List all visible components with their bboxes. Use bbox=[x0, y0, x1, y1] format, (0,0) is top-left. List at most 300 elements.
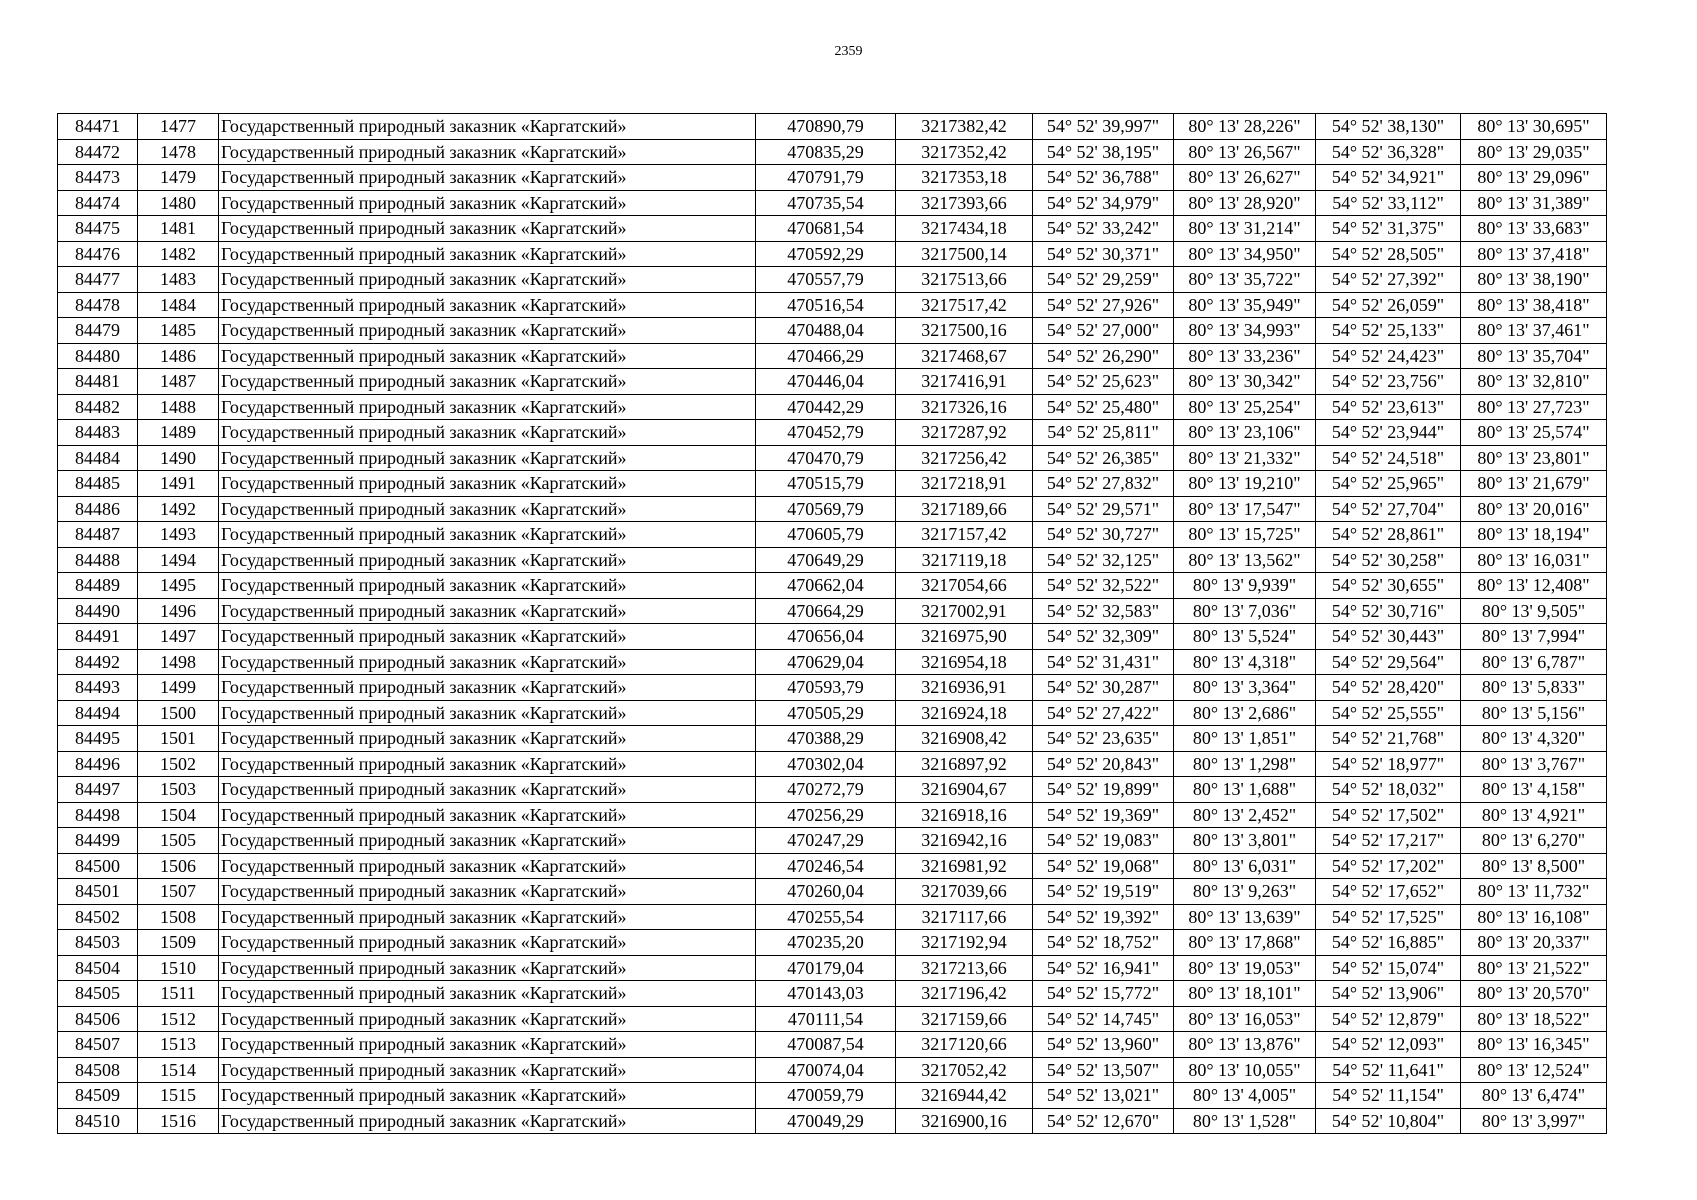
longitude-2-cell: 80° 13' 16,345" bbox=[1461, 1032, 1607, 1058]
point-number-cell: 1486 bbox=[138, 343, 219, 369]
longitude-1-cell: 80° 13' 1,528" bbox=[1174, 1108, 1316, 1134]
point-number-cell: 1507 bbox=[138, 879, 219, 905]
latitude-1-cell: 54° 52' 19,083" bbox=[1033, 828, 1174, 854]
latitude-2-cell: 54° 52' 11,641" bbox=[1316, 1057, 1461, 1083]
longitude-2-cell: 80° 13' 5,156" bbox=[1461, 700, 1607, 726]
y-coordinate-cell: 3217352,42 bbox=[896, 139, 1033, 165]
point-number-cell: 1482 bbox=[138, 241, 219, 267]
longitude-1-cell: 80° 13' 34,993" bbox=[1174, 318, 1316, 344]
y-coordinate-cell: 3216908,42 bbox=[896, 726, 1033, 752]
table-row bbox=[58, 1057, 1607, 1083]
y-coordinate-cell: 3217213,66 bbox=[896, 955, 1033, 981]
latitude-1-cell: 54° 52' 29,571" bbox=[1033, 496, 1174, 522]
longitude-1-cell: 80° 13' 2,452" bbox=[1174, 802, 1316, 828]
latitude-1-cell: 54° 52' 39,997" bbox=[1033, 114, 1174, 140]
territory-name-cell: Государственный природный заказник «Каргатский» bbox=[219, 547, 756, 573]
record-number-cell: 84484 bbox=[58, 445, 138, 471]
table-row bbox=[58, 675, 1607, 701]
table-row bbox=[58, 573, 1607, 599]
record-number-cell: 84474 bbox=[58, 190, 138, 216]
x-coordinate-cell: 470074,04 bbox=[756, 1057, 896, 1083]
territory-name-cell: Государственный природный заказник «Каргатский» bbox=[219, 420, 756, 446]
y-coordinate-cell: 3217513,66 bbox=[896, 267, 1033, 293]
table-row bbox=[58, 165, 1607, 191]
y-coordinate-cell: 3217119,18 bbox=[896, 547, 1033, 573]
y-coordinate-cell: 3217002,91 bbox=[896, 598, 1033, 624]
record-number-cell: 84472 bbox=[58, 139, 138, 165]
x-coordinate-cell: 470246,54 bbox=[756, 853, 896, 879]
y-coordinate-cell: 3217117,66 bbox=[896, 904, 1033, 930]
longitude-2-cell: 80° 13' 30,695" bbox=[1461, 114, 1607, 140]
point-number-cell: 1496 bbox=[138, 598, 219, 624]
y-coordinate-cell: 3217054,66 bbox=[896, 573, 1033, 599]
territory-name-cell: Государственный природный заказник «Каргатский» bbox=[219, 853, 756, 879]
y-coordinate-cell: 3217052,42 bbox=[896, 1057, 1033, 1083]
point-number-cell: 1491 bbox=[138, 471, 219, 497]
territory-name-cell: Государственный природный заказник «Каргатский» bbox=[219, 981, 756, 1007]
record-number-cell: 84496 bbox=[58, 751, 138, 777]
latitude-1-cell: 54° 52' 13,021" bbox=[1033, 1083, 1174, 1109]
longitude-2-cell: 80° 13' 9,505" bbox=[1461, 598, 1607, 624]
table-row bbox=[58, 802, 1607, 828]
y-coordinate-cell: 3217382,42 bbox=[896, 114, 1033, 140]
longitude-1-cell: 80° 13' 26,627" bbox=[1174, 165, 1316, 191]
y-coordinate-cell: 3216954,18 bbox=[896, 649, 1033, 675]
longitude-2-cell: 80° 13' 33,683" bbox=[1461, 216, 1607, 242]
record-number-cell: 84497 bbox=[58, 777, 138, 803]
point-number-cell: 1494 bbox=[138, 547, 219, 573]
x-coordinate-cell: 470605,79 bbox=[756, 522, 896, 548]
point-number-cell: 1499 bbox=[138, 675, 219, 701]
y-coordinate-cell: 3217196,42 bbox=[896, 981, 1033, 1007]
latitude-2-cell: 54° 52' 29,564" bbox=[1316, 649, 1461, 675]
point-number-cell: 1492 bbox=[138, 496, 219, 522]
longitude-1-cell: 80° 13' 17,868" bbox=[1174, 930, 1316, 956]
latitude-2-cell: 54° 52' 10,804" bbox=[1316, 1108, 1461, 1134]
latitude-1-cell: 54° 52' 19,899" bbox=[1033, 777, 1174, 803]
table-row bbox=[58, 955, 1607, 981]
territory-name-cell: Государственный природный заказник «Каргатский» bbox=[219, 904, 756, 930]
longitude-1-cell: 80° 13' 31,214" bbox=[1174, 216, 1316, 242]
territory-name-cell: Государственный природный заказник «Каргатский» bbox=[219, 802, 756, 828]
table-row bbox=[58, 369, 1607, 395]
latitude-2-cell: 54° 52' 30,716" bbox=[1316, 598, 1461, 624]
x-coordinate-cell: 470235,20 bbox=[756, 930, 896, 956]
point-number-cell: 1500 bbox=[138, 700, 219, 726]
longitude-1-cell: 80° 13' 34,950" bbox=[1174, 241, 1316, 267]
table-row bbox=[58, 522, 1607, 548]
longitude-2-cell: 80° 13' 32,810" bbox=[1461, 369, 1607, 395]
y-coordinate-cell: 3216975,90 bbox=[896, 624, 1033, 650]
record-number-cell: 84492 bbox=[58, 649, 138, 675]
record-number-cell: 84478 bbox=[58, 292, 138, 318]
territory-name-cell: Государственный природный заказник «Каргатский» bbox=[219, 573, 756, 599]
latitude-2-cell: 54° 52' 36,328" bbox=[1316, 139, 1461, 165]
point-number-cell: 1509 bbox=[138, 930, 219, 956]
table-row bbox=[58, 777, 1607, 803]
longitude-1-cell: 80° 13' 4,005" bbox=[1174, 1083, 1316, 1109]
x-coordinate-cell: 470557,79 bbox=[756, 267, 896, 293]
longitude-1-cell: 80° 13' 17,547" bbox=[1174, 496, 1316, 522]
record-number-cell: 84479 bbox=[58, 318, 138, 344]
x-coordinate-cell: 470302,04 bbox=[756, 751, 896, 777]
table-row bbox=[58, 445, 1607, 471]
x-coordinate-cell: 470111,54 bbox=[756, 1006, 896, 1032]
table-row bbox=[58, 598, 1607, 624]
longitude-1-cell: 80° 13' 7,036" bbox=[1174, 598, 1316, 624]
table-row bbox=[58, 267, 1607, 293]
point-number-cell: 1490 bbox=[138, 445, 219, 471]
latitude-2-cell: 54° 52' 28,505" bbox=[1316, 241, 1461, 267]
latitude-2-cell: 54° 52' 17,502" bbox=[1316, 802, 1461, 828]
table-row bbox=[58, 318, 1607, 344]
longitude-1-cell: 80° 13' 6,031" bbox=[1174, 853, 1316, 879]
point-number-cell: 1516 bbox=[138, 1108, 219, 1134]
table-row bbox=[58, 726, 1607, 752]
longitude-2-cell: 80° 13' 37,418" bbox=[1461, 241, 1607, 267]
y-coordinate-cell: 3216900,16 bbox=[896, 1108, 1033, 1134]
y-coordinate-cell: 3216981,92 bbox=[896, 853, 1033, 879]
latitude-2-cell: 54° 52' 12,093" bbox=[1316, 1032, 1461, 1058]
y-coordinate-cell: 3217157,42 bbox=[896, 522, 1033, 548]
latitude-1-cell: 54° 52' 14,745" bbox=[1033, 1006, 1174, 1032]
table-row bbox=[58, 471, 1607, 497]
territory-name-cell: Государственный природный заказник «Каргатский» bbox=[219, 955, 756, 981]
point-number-cell: 1514 bbox=[138, 1057, 219, 1083]
latitude-2-cell: 54° 52' 23,944" bbox=[1316, 420, 1461, 446]
table-body bbox=[58, 114, 1607, 1134]
x-coordinate-cell: 470681,54 bbox=[756, 216, 896, 242]
latitude-1-cell: 54° 52' 12,670" bbox=[1033, 1108, 1174, 1134]
y-coordinate-cell: 3217218,91 bbox=[896, 471, 1033, 497]
record-number-cell: 84473 bbox=[58, 165, 138, 191]
point-number-cell: 1505 bbox=[138, 828, 219, 854]
territory-name-cell: Государственный природный заказник «Каргатский» bbox=[219, 522, 756, 548]
longitude-2-cell: 80° 13' 18,522" bbox=[1461, 1006, 1607, 1032]
point-number-cell: 1501 bbox=[138, 726, 219, 752]
longitude-1-cell: 80° 13' 25,254" bbox=[1174, 394, 1316, 420]
y-coordinate-cell: 3217517,42 bbox=[896, 292, 1033, 318]
territory-name-cell: Государственный природный заказник «Каргатский» bbox=[219, 675, 756, 701]
record-number-cell: 84505 bbox=[58, 981, 138, 1007]
latitude-1-cell: 54° 52' 13,507" bbox=[1033, 1057, 1174, 1083]
point-number-cell: 1478 bbox=[138, 139, 219, 165]
point-number-cell: 1481 bbox=[138, 216, 219, 242]
point-number-cell: 1484 bbox=[138, 292, 219, 318]
table-row bbox=[58, 190, 1607, 216]
territory-name-cell: Государственный природный заказник «Каргатский» bbox=[219, 598, 756, 624]
territory-name-cell: Государственный природный заказник «Каргатский» bbox=[219, 445, 756, 471]
latitude-1-cell: 54° 52' 27,832" bbox=[1033, 471, 1174, 497]
table-row bbox=[58, 1006, 1607, 1032]
latitude-1-cell: 54° 52' 26,290" bbox=[1033, 343, 1174, 369]
record-number-cell: 84483 bbox=[58, 420, 138, 446]
x-coordinate-cell: 470835,29 bbox=[756, 139, 896, 165]
longitude-1-cell: 80° 13' 2,686" bbox=[1174, 700, 1316, 726]
longitude-1-cell: 80° 13' 35,722" bbox=[1174, 267, 1316, 293]
latitude-2-cell: 54° 52' 24,423" bbox=[1316, 343, 1461, 369]
record-number-cell: 84481 bbox=[58, 369, 138, 395]
record-number-cell: 84494 bbox=[58, 700, 138, 726]
point-number-cell: 1511 bbox=[138, 981, 219, 1007]
longitude-2-cell: 80° 13' 3,997" bbox=[1461, 1108, 1607, 1134]
latitude-2-cell: 54° 52' 25,555" bbox=[1316, 700, 1461, 726]
longitude-1-cell: 80° 13' 1,298" bbox=[1174, 751, 1316, 777]
point-number-cell: 1479 bbox=[138, 165, 219, 191]
longitude-1-cell: 80° 13' 1,688" bbox=[1174, 777, 1316, 803]
territory-name-cell: Государственный природный заказник «Каргатский» bbox=[219, 139, 756, 165]
longitude-2-cell: 80° 13' 4,921" bbox=[1461, 802, 1607, 828]
latitude-2-cell: 54° 52' 11,154" bbox=[1316, 1083, 1461, 1109]
record-number-cell: 84510 bbox=[58, 1108, 138, 1134]
longitude-1-cell: 80° 13' 1,851" bbox=[1174, 726, 1316, 752]
latitude-1-cell: 54° 52' 33,242" bbox=[1033, 216, 1174, 242]
longitude-1-cell: 80° 13' 4,318" bbox=[1174, 649, 1316, 675]
territory-name-cell: Государственный природный заказник «Каргатский» bbox=[219, 343, 756, 369]
table-row bbox=[58, 649, 1607, 675]
longitude-1-cell: 80° 13' 23,106" bbox=[1174, 420, 1316, 446]
latitude-2-cell: 54° 52' 23,756" bbox=[1316, 369, 1461, 395]
record-number-cell: 84488 bbox=[58, 547, 138, 573]
latitude-2-cell: 54° 52' 31,375" bbox=[1316, 216, 1461, 242]
longitude-1-cell: 80° 13' 35,949" bbox=[1174, 292, 1316, 318]
y-coordinate-cell: 3217500,16 bbox=[896, 318, 1033, 344]
longitude-2-cell: 80° 13' 27,723" bbox=[1461, 394, 1607, 420]
longitude-2-cell: 80° 13' 8,500" bbox=[1461, 853, 1607, 879]
latitude-1-cell: 54° 52' 15,772" bbox=[1033, 981, 1174, 1007]
x-coordinate-cell: 470470,79 bbox=[756, 445, 896, 471]
latitude-1-cell: 54° 52' 32,522" bbox=[1033, 573, 1174, 599]
territory-name-cell: Государственный природный заказник «Каргатский» bbox=[219, 1083, 756, 1109]
point-number-cell: 1477 bbox=[138, 114, 219, 140]
x-coordinate-cell: 470059,79 bbox=[756, 1083, 896, 1109]
longitude-2-cell: 80° 13' 6,787" bbox=[1461, 649, 1607, 675]
latitude-1-cell: 54° 52' 23,635" bbox=[1033, 726, 1174, 752]
y-coordinate-cell: 3217189,66 bbox=[896, 496, 1033, 522]
territory-name-cell: Государственный природный заказник «Каргатский» bbox=[219, 369, 756, 395]
latitude-2-cell: 54° 52' 24,518" bbox=[1316, 445, 1461, 471]
y-coordinate-cell: 3217120,66 bbox=[896, 1032, 1033, 1058]
table-row bbox=[58, 751, 1607, 777]
x-coordinate-cell: 470466,29 bbox=[756, 343, 896, 369]
point-number-cell: 1493 bbox=[138, 522, 219, 548]
table-row bbox=[58, 1083, 1607, 1109]
table-row bbox=[58, 1032, 1607, 1058]
table-row bbox=[58, 879, 1607, 905]
latitude-2-cell: 54° 52' 30,258" bbox=[1316, 547, 1461, 573]
latitude-1-cell: 54° 52' 25,623" bbox=[1033, 369, 1174, 395]
x-coordinate-cell: 470049,29 bbox=[756, 1108, 896, 1134]
longitude-1-cell: 80° 13' 9,263" bbox=[1174, 879, 1316, 905]
point-number-cell: 1503 bbox=[138, 777, 219, 803]
longitude-1-cell: 80° 13' 19,053" bbox=[1174, 955, 1316, 981]
x-coordinate-cell: 470505,29 bbox=[756, 700, 896, 726]
y-coordinate-cell: 3216918,16 bbox=[896, 802, 1033, 828]
table-row bbox=[58, 420, 1607, 446]
latitude-2-cell: 54° 52' 18,032" bbox=[1316, 777, 1461, 803]
x-coordinate-cell: 470569,79 bbox=[756, 496, 896, 522]
latitude-2-cell: 54° 52' 26,059" bbox=[1316, 292, 1461, 318]
record-number-cell: 84476 bbox=[58, 241, 138, 267]
territory-name-cell: Государственный природный заказник «Каргатский» bbox=[219, 1032, 756, 1058]
longitude-2-cell: 80° 13' 18,194" bbox=[1461, 522, 1607, 548]
x-coordinate-cell: 470890,79 bbox=[756, 114, 896, 140]
table-row bbox=[58, 700, 1607, 726]
table-row bbox=[58, 981, 1607, 1007]
point-number-cell: 1480 bbox=[138, 190, 219, 216]
y-coordinate-cell: 3216944,42 bbox=[896, 1083, 1033, 1109]
longitude-2-cell: 80° 13' 37,461" bbox=[1461, 318, 1607, 344]
longitude-1-cell: 80° 13' 21,332" bbox=[1174, 445, 1316, 471]
record-number-cell: 84482 bbox=[58, 394, 138, 420]
longitude-2-cell: 80° 13' 4,320" bbox=[1461, 726, 1607, 752]
longitude-1-cell: 80° 13' 9,939" bbox=[1174, 573, 1316, 599]
record-number-cell: 84500 bbox=[58, 853, 138, 879]
longitude-2-cell: 80° 13' 20,570" bbox=[1461, 981, 1607, 1007]
longitude-2-cell: 80° 13' 31,389" bbox=[1461, 190, 1607, 216]
longitude-1-cell: 80° 13' 33,236" bbox=[1174, 343, 1316, 369]
latitude-2-cell: 54° 52' 18,977" bbox=[1316, 751, 1461, 777]
territory-name-cell: Государственный природный заказник «Каргатский» bbox=[219, 1057, 756, 1083]
latitude-1-cell: 54° 52' 18,752" bbox=[1033, 930, 1174, 956]
record-number-cell: 84485 bbox=[58, 471, 138, 497]
longitude-1-cell: 80° 13' 19,210" bbox=[1174, 471, 1316, 497]
table-row bbox=[58, 292, 1607, 318]
territory-name-cell: Государственный природный заказник «Каргатский» bbox=[219, 777, 756, 803]
latitude-1-cell: 54° 52' 38,195" bbox=[1033, 139, 1174, 165]
y-coordinate-cell: 3217353,18 bbox=[896, 165, 1033, 191]
longitude-2-cell: 80° 13' 11,732" bbox=[1461, 879, 1607, 905]
latitude-2-cell: 54° 52' 13,906" bbox=[1316, 981, 1461, 1007]
territory-name-cell: Государственный природный заказник «Каргатский» bbox=[219, 241, 756, 267]
point-number-cell: 1488 bbox=[138, 394, 219, 420]
x-coordinate-cell: 470452,79 bbox=[756, 420, 896, 446]
x-coordinate-cell: 470143,03 bbox=[756, 981, 896, 1007]
latitude-1-cell: 54° 52' 27,422" bbox=[1033, 700, 1174, 726]
y-coordinate-cell: 3217393,66 bbox=[896, 190, 1033, 216]
y-coordinate-cell: 3216924,18 bbox=[896, 700, 1033, 726]
longitude-1-cell: 80° 13' 13,562" bbox=[1174, 547, 1316, 573]
territory-name-cell: Государственный природный заказник «Каргатский» bbox=[219, 649, 756, 675]
longitude-1-cell: 80° 13' 3,364" bbox=[1174, 675, 1316, 701]
point-number-cell: 1487 bbox=[138, 369, 219, 395]
x-coordinate-cell: 470656,04 bbox=[756, 624, 896, 650]
x-coordinate-cell: 470592,29 bbox=[756, 241, 896, 267]
latitude-1-cell: 54° 52' 32,583" bbox=[1033, 598, 1174, 624]
latitude-1-cell: 54° 52' 30,727" bbox=[1033, 522, 1174, 548]
y-coordinate-cell: 3217416,91 bbox=[896, 369, 1033, 395]
x-coordinate-cell: 470735,54 bbox=[756, 190, 896, 216]
table-row bbox=[58, 394, 1607, 420]
x-coordinate-cell: 470272,79 bbox=[756, 777, 896, 803]
latitude-2-cell: 54° 52' 17,217" bbox=[1316, 828, 1461, 854]
x-coordinate-cell: 470662,04 bbox=[756, 573, 896, 599]
y-coordinate-cell: 3216942,16 bbox=[896, 828, 1033, 854]
latitude-2-cell: 54° 52' 17,525" bbox=[1316, 904, 1461, 930]
longitude-1-cell: 80° 13' 28,920" bbox=[1174, 190, 1316, 216]
longitude-1-cell: 80° 13' 15,725" bbox=[1174, 522, 1316, 548]
latitude-2-cell: 54° 52' 38,130" bbox=[1316, 114, 1461, 140]
latitude-1-cell: 54° 52' 25,480" bbox=[1033, 394, 1174, 420]
table-row bbox=[58, 241, 1607, 267]
point-number-cell: 1513 bbox=[138, 1032, 219, 1058]
longitude-2-cell: 80° 13' 29,035" bbox=[1461, 139, 1607, 165]
point-number-cell: 1498 bbox=[138, 649, 219, 675]
latitude-1-cell: 54° 52' 20,843" bbox=[1033, 751, 1174, 777]
longitude-2-cell: 80° 13' 12,408" bbox=[1461, 573, 1607, 599]
record-number-cell: 84489 bbox=[58, 573, 138, 599]
territory-name-cell: Государственный природный заказник «Каргатский» bbox=[219, 879, 756, 905]
longitude-2-cell: 80° 13' 21,522" bbox=[1461, 955, 1607, 981]
longitude-1-cell: 80° 13' 26,567" bbox=[1174, 139, 1316, 165]
record-number-cell: 84498 bbox=[58, 802, 138, 828]
y-coordinate-cell: 3217159,66 bbox=[896, 1006, 1033, 1032]
latitude-1-cell: 54° 52' 29,259" bbox=[1033, 267, 1174, 293]
latitude-1-cell: 54° 52' 32,125" bbox=[1033, 547, 1174, 573]
territory-name-cell: Государственный природный заказник «Каргатский» bbox=[219, 394, 756, 420]
territory-name-cell: Государственный природный заказник «Каргатский» bbox=[219, 114, 756, 140]
territory-name-cell: Государственный природный заказник «Каргатский» bbox=[219, 726, 756, 752]
point-number-cell: 1512 bbox=[138, 1006, 219, 1032]
table-row bbox=[58, 828, 1607, 854]
longitude-2-cell: 80° 13' 3,767" bbox=[1461, 751, 1607, 777]
point-number-cell: 1483 bbox=[138, 267, 219, 293]
x-coordinate-cell: 470087,54 bbox=[756, 1032, 896, 1058]
territory-name-cell: Государственный природный заказник «Каргатский» bbox=[219, 292, 756, 318]
latitude-1-cell: 54° 52' 34,979" bbox=[1033, 190, 1174, 216]
y-coordinate-cell: 3216936,91 bbox=[896, 675, 1033, 701]
territory-name-cell: Государственный природный заказник «Каргатский» bbox=[219, 624, 756, 650]
latitude-1-cell: 54° 52' 30,371" bbox=[1033, 241, 1174, 267]
table-row bbox=[58, 547, 1607, 573]
record-number-cell: 84506 bbox=[58, 1006, 138, 1032]
latitude-1-cell: 54° 52' 25,811" bbox=[1033, 420, 1174, 446]
longitude-1-cell: 80° 13' 13,876" bbox=[1174, 1032, 1316, 1058]
territory-name-cell: Государственный природный заказник «Каргатский» bbox=[219, 700, 756, 726]
territory-name-cell: Государственный природный заказник «Каргатский» bbox=[219, 471, 756, 497]
latitude-2-cell: 54° 52' 15,074" bbox=[1316, 955, 1461, 981]
territory-name-cell: Государственный природный заказник «Каргатский» bbox=[219, 1108, 756, 1134]
longitude-2-cell: 80° 13' 21,679" bbox=[1461, 471, 1607, 497]
latitude-1-cell: 54° 52' 32,309" bbox=[1033, 624, 1174, 650]
latitude-2-cell: 54° 52' 28,420" bbox=[1316, 675, 1461, 701]
x-coordinate-cell: 470255,54 bbox=[756, 904, 896, 930]
longitude-2-cell: 80° 13' 20,016" bbox=[1461, 496, 1607, 522]
record-number-cell: 84502 bbox=[58, 904, 138, 930]
y-coordinate-cell: 3216904,67 bbox=[896, 777, 1033, 803]
latitude-2-cell: 54° 52' 28,861" bbox=[1316, 522, 1461, 548]
territory-name-cell: Государственный природный заказник «Каргатский» bbox=[219, 190, 756, 216]
latitude-2-cell: 54° 52' 27,704" bbox=[1316, 496, 1461, 522]
y-coordinate-cell: 3216897,92 bbox=[896, 751, 1033, 777]
territory-name-cell: Государственный природный заказник «Каргатский» bbox=[219, 751, 756, 777]
page-number: 2359 bbox=[834, 44, 863, 59]
x-coordinate-cell: 470791,79 bbox=[756, 165, 896, 191]
territory-name-cell: Государственный природный заказник «Каргатский» bbox=[219, 496, 756, 522]
table-row bbox=[58, 904, 1607, 930]
longitude-1-cell: 80° 13' 28,226" bbox=[1174, 114, 1316, 140]
longitude-1-cell: 80° 13' 10,055" bbox=[1174, 1057, 1316, 1083]
y-coordinate-cell: 3217192,94 bbox=[896, 930, 1033, 956]
longitude-1-cell: 80° 13' 13,639" bbox=[1174, 904, 1316, 930]
record-number-cell: 84504 bbox=[58, 955, 138, 981]
y-coordinate-cell: 3217039,66 bbox=[896, 879, 1033, 905]
longitude-1-cell: 80° 13' 18,101" bbox=[1174, 981, 1316, 1007]
point-number-cell: 1506 bbox=[138, 853, 219, 879]
y-coordinate-cell: 3217256,42 bbox=[896, 445, 1033, 471]
longitude-2-cell: 80° 13' 5,833" bbox=[1461, 675, 1607, 701]
latitude-1-cell: 54° 52' 19,392" bbox=[1033, 904, 1174, 930]
